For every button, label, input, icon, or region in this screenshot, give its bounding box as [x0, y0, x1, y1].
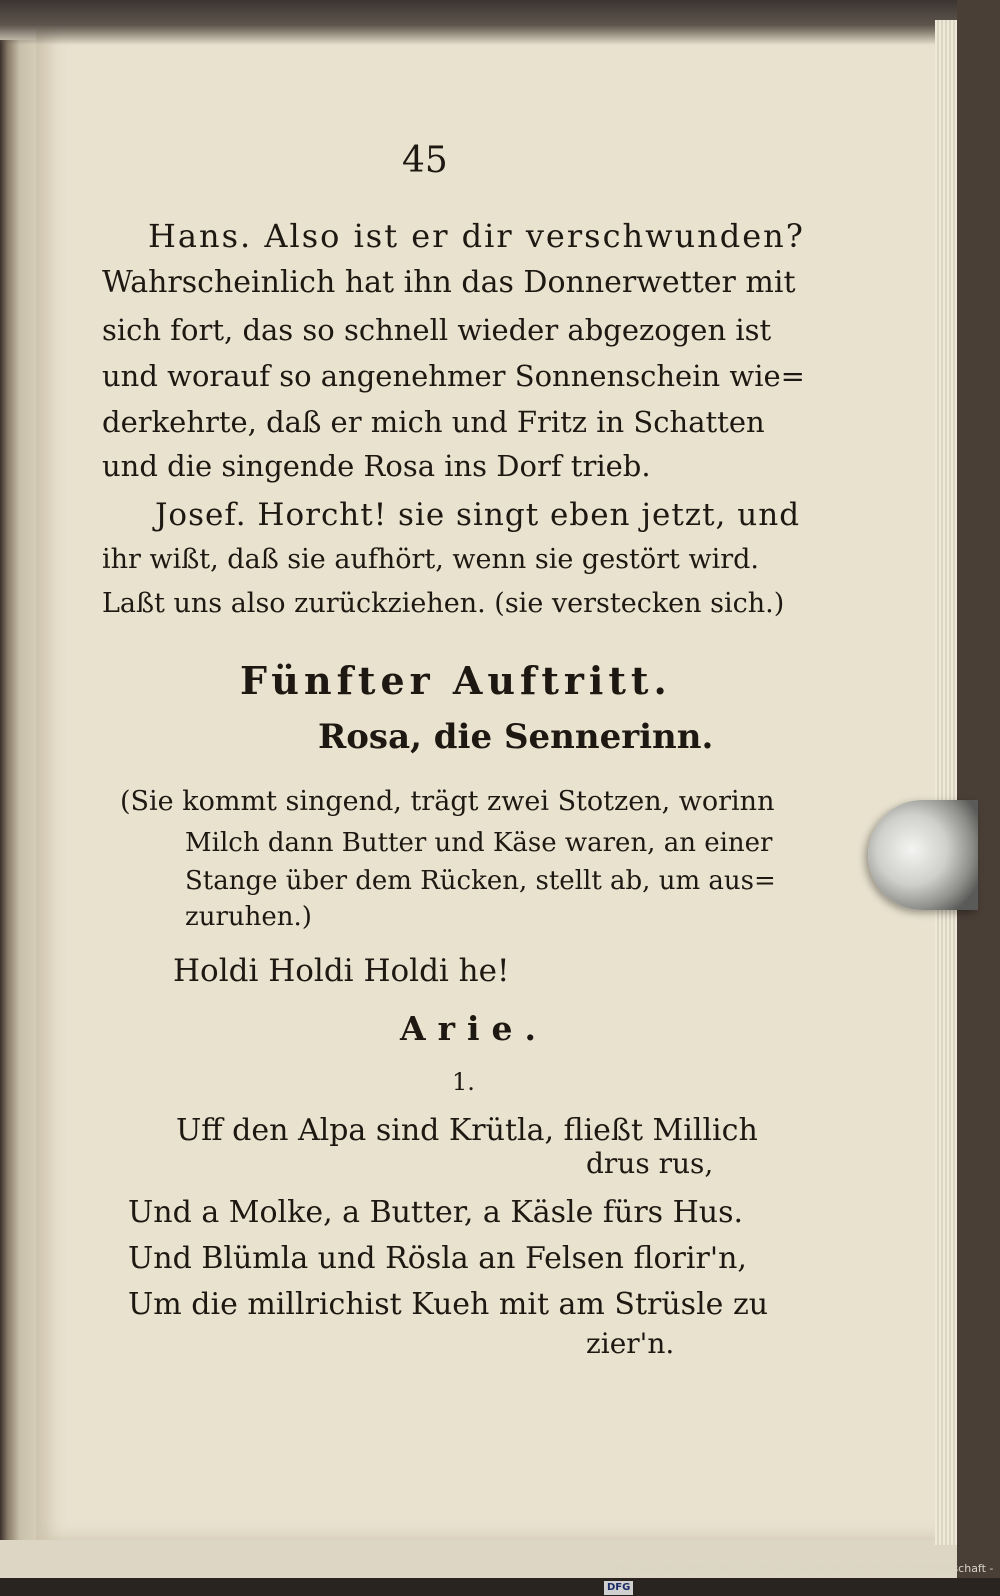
verse-line-1: Uff den Alpa sind Krütla, fließt Millich: [176, 1113, 758, 1148]
book-cover-edge: [957, 0, 1000, 1578]
character-heading: Rosa, die Sennerinn.: [318, 717, 714, 757]
text-line-3: sich fort, das so schnell wieder abgezogen ist: [102, 313, 772, 347]
footer-text: Digitalisierung gefördert durch die Deutsche Forschungsgemeinschaft -: [600, 1562, 994, 1575]
verse-line-4: Um die millrichist Kueh mit am Strüsle zu: [128, 1287, 769, 1322]
dfg-logo: DFG: [604, 1581, 633, 1595]
verse-number: 1.: [452, 1068, 475, 1096]
scene-heading: Fünfter Auftritt.: [240, 658, 672, 703]
text-line-7: Josef. Horcht! sie singt eben jetzt, und: [155, 497, 801, 533]
stage-direction-2: Milch dann Butter und Käse waren, an einer: [185, 828, 773, 858]
song-call: Holdi Holdi Holdi he!: [173, 953, 510, 989]
text-line-5: derkehrte, daß er mich und Fritz in Schatten: [102, 405, 765, 439]
text-line-8: ihr wißt, daß sie aufhört, wenn sie gestört wird.: [102, 544, 759, 575]
binding-shadow: [0, 0, 1000, 45]
verse-line-1-cont: drus rus,: [586, 1147, 714, 1180]
stage-direction-4: zuruhen.): [185, 902, 312, 932]
text-line-1: Hans. Also ist er dir verschwunden?: [148, 217, 805, 255]
text-line-4: und worauf so angenehmer Sonnenschein wie=: [102, 359, 805, 393]
stage-direction-3: Stange über dem Rücken, stellt ab, um aus=: [185, 866, 776, 896]
verse-line-2: Und a Molke, a Butter, a Käsle fürs Hus.: [128, 1195, 744, 1230]
text-line-9: Laßt uns also zurückziehen. (sie verstecken sich.): [102, 588, 785, 619]
aria-heading: Arie.: [400, 1009, 549, 1048]
verse-line-4-cont: zier'n.: [586, 1327, 675, 1360]
left-page-edge: [0, 40, 40, 1540]
page-edges: [935, 20, 957, 1545]
page-clip: [868, 800, 978, 910]
text-line-2: Wahrscheinlich hat ihn das Donnerwetter mit: [102, 265, 796, 300]
stage-direction-1: (Sie kommt singend, trägt zwei Stotzen, worinn: [120, 786, 775, 817]
text-line-6: und die singende Rosa ins Dorf trieb.: [102, 449, 651, 483]
page-number: 45: [402, 140, 448, 181]
digitization-footer: [600, 1560, 1000, 1593]
verse-line-3: Und Blümla und Röslа an Felsen florir'n,: [128, 1241, 747, 1276]
